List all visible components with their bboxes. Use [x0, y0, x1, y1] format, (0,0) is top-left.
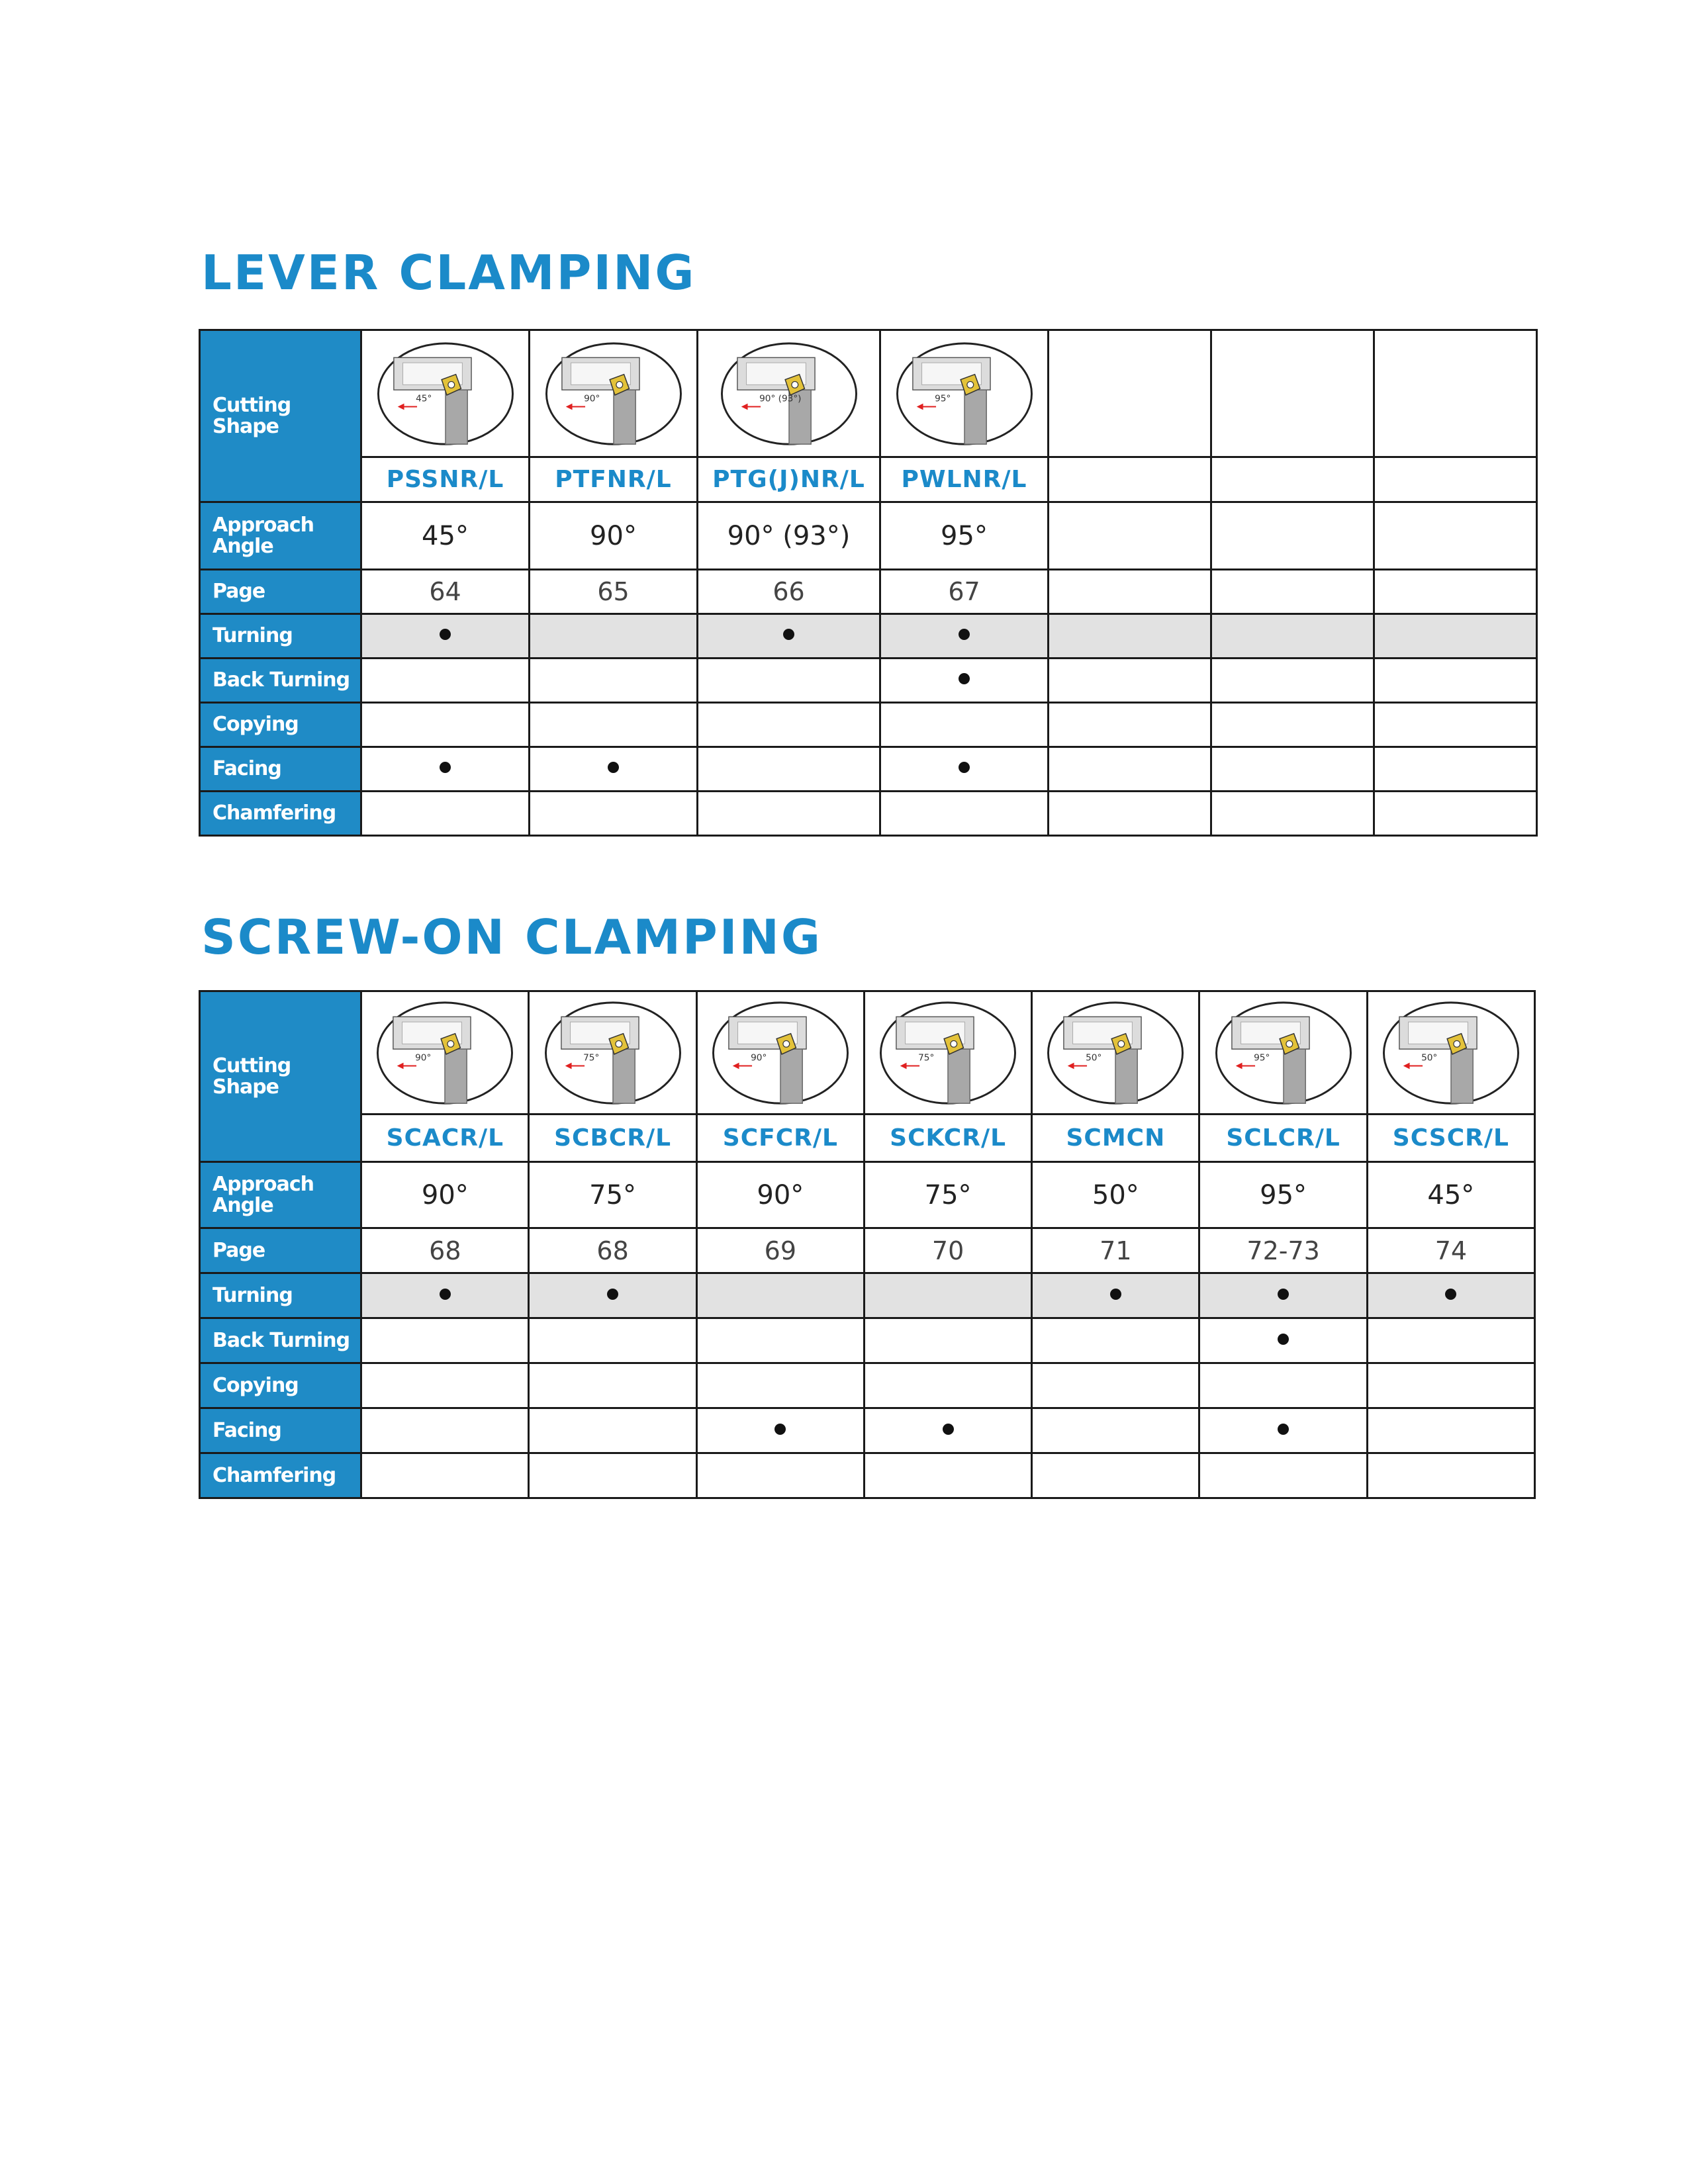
- approach-angle-value: 45°: [1367, 1162, 1534, 1228]
- diagram-row: [200, 330, 1537, 457]
- feature-cell: [1367, 1453, 1534, 1498]
- approach-angle-value: 90° (93°): [698, 502, 880, 570]
- back-turning-label: Back Turning: [200, 1318, 361, 1363]
- approach-angle-value: 90°: [361, 1162, 529, 1228]
- feature-cell: [530, 747, 698, 792]
- approach-angle-value: [1211, 502, 1374, 570]
- feature-cell: [698, 659, 880, 703]
- feature-cell: [1032, 1363, 1199, 1408]
- facing-label: Facing: [200, 1408, 361, 1453]
- feature-cell: [696, 1408, 864, 1453]
- approach-angle-value: 95°: [880, 502, 1049, 570]
- copying-label: Copying: [200, 703, 361, 747]
- feature-cell: [530, 792, 698, 836]
- applicable-dot-icon: [1278, 1334, 1289, 1345]
- feature-cell: [1199, 1408, 1367, 1453]
- back-turning-row: [200, 659, 1537, 703]
- feature-cell: [1211, 703, 1374, 747]
- feature-cell: [698, 747, 880, 792]
- feature-cell: [1049, 614, 1211, 659]
- approach-angle-row: [200, 502, 1537, 570]
- feature-cell: [361, 1408, 529, 1453]
- page-value: [1374, 570, 1537, 614]
- feature-cell: [1211, 792, 1374, 836]
- screw-clamping-table: [199, 990, 1536, 1499]
- diagram-cell: [1049, 330, 1211, 457]
- page-value: 71: [1032, 1228, 1199, 1273]
- diagram-cell: [698, 330, 880, 457]
- copying-row: [200, 1363, 1535, 1408]
- feature-cell: [1367, 1318, 1534, 1363]
- feature-cell: [696, 1318, 864, 1363]
- feature-cell: [1367, 1408, 1534, 1453]
- page-value: 69: [696, 1228, 864, 1273]
- diagram-cell: [880, 330, 1049, 457]
- feature-cell: [864, 1273, 1031, 1318]
- feature-cell: [361, 1318, 529, 1363]
- feature-cell: [698, 614, 880, 659]
- feature-cell: [529, 1273, 696, 1318]
- applicable-dot-icon: [959, 629, 970, 640]
- feature-cell: [361, 1273, 529, 1318]
- feature-cell: [529, 1453, 696, 1498]
- feature-cell: [530, 659, 698, 703]
- screw-section-title: SCREW-ON CLAMPING: [201, 909, 822, 965]
- applicable-dot-icon: [440, 629, 451, 640]
- tool-holder-diagram-icon: [374, 340, 517, 448]
- feature-cell: [1211, 747, 1374, 792]
- diagram-cell: [1367, 991, 1534, 1115]
- diagram-cell: [529, 991, 696, 1115]
- page-value: 68: [361, 1228, 529, 1273]
- tool-code: [1049, 457, 1211, 502]
- tool-code: SCSCR/L: [1367, 1115, 1534, 1162]
- feature-cell: [1032, 1408, 1199, 1453]
- approach-angle-row: [200, 1162, 1535, 1228]
- angle-label: 95°: [934, 393, 951, 404]
- angle-label: 45°: [415, 393, 432, 404]
- angle-label: 90° (93°): [759, 393, 802, 404]
- feature-cell: [1032, 1453, 1199, 1498]
- feature-cell: [361, 792, 530, 836]
- facing-label: Facing: [200, 747, 361, 792]
- feature-cell: [880, 614, 1049, 659]
- code-row: [200, 1115, 1535, 1162]
- cutting-shape-label: Cutting Shape: [200, 330, 361, 502]
- tool-holder-diagram-icon: [1212, 999, 1355, 1107]
- applicable-dot-icon: [774, 1424, 786, 1435]
- approach-angle-value: 45°: [361, 502, 530, 570]
- lever-clamping-table: [199, 329, 1538, 837]
- feature-cell: [1049, 659, 1211, 703]
- feature-cell: [361, 703, 530, 747]
- tool-code: PTFNR/L: [530, 457, 698, 502]
- feature-cell: [864, 1453, 1031, 1498]
- feature-cell: [1032, 1318, 1199, 1363]
- applicable-dot-icon: [607, 1289, 618, 1300]
- feature-cell: [880, 659, 1049, 703]
- approach-angle-value: 95°: [1199, 1162, 1367, 1228]
- feature-cell: [1374, 792, 1537, 836]
- angle-label: 50°: [1086, 1052, 1102, 1064]
- copying-label: Copying: [200, 1363, 361, 1408]
- applicable-dot-icon: [783, 629, 794, 640]
- feature-cell: [864, 1318, 1031, 1363]
- diagram-cell: [530, 330, 698, 457]
- feature-cell: [361, 1453, 529, 1498]
- feature-cell: [1049, 792, 1211, 836]
- tool-holder-diagram-icon: [541, 999, 684, 1107]
- page-row: [200, 570, 1537, 614]
- feature-cell: [1211, 614, 1374, 659]
- tool-code: SCFCR/L: [696, 1115, 864, 1162]
- applicable-dot-icon: [1278, 1289, 1289, 1300]
- feature-cell: [864, 1408, 1031, 1453]
- approach-angle-value: 50°: [1032, 1162, 1199, 1228]
- angle-label: 50°: [1421, 1052, 1438, 1064]
- tool-holder-diagram-icon: [1044, 999, 1187, 1107]
- page-value: 68: [529, 1228, 696, 1273]
- page-value: 72-73: [1199, 1228, 1367, 1273]
- applicable-dot-icon: [959, 673, 970, 684]
- angle-label: 90°: [415, 1052, 432, 1064]
- feature-cell: [529, 1363, 696, 1408]
- applicable-dot-icon: [959, 762, 970, 773]
- tool-code: SCLCR/L: [1199, 1115, 1367, 1162]
- tool-code: PWLNR/L: [880, 457, 1049, 502]
- page-value: 67: [880, 570, 1049, 614]
- chamfering-label: Chamfering: [200, 792, 361, 836]
- approach-angle-value: 75°: [864, 1162, 1031, 1228]
- feature-cell: [698, 792, 880, 836]
- tool-code: SCMCN: [1032, 1115, 1199, 1162]
- chamfering-row: [200, 792, 1537, 836]
- copying-row: [200, 703, 1537, 747]
- applicable-dot-icon: [1110, 1289, 1121, 1300]
- feature-cell: [361, 747, 530, 792]
- feature-cell: [1199, 1318, 1367, 1363]
- feature-cell: [1049, 703, 1211, 747]
- feature-cell: [530, 703, 698, 747]
- angle-label: 75°: [583, 1052, 599, 1064]
- tool-holder-diagram-icon: [373, 999, 516, 1107]
- cutting-shape-label: Cutting Shape: [200, 991, 361, 1162]
- tool-holder-diagram-icon: [876, 999, 1019, 1107]
- diagram-cell: [696, 991, 864, 1115]
- feature-cell: [1374, 659, 1537, 703]
- back-turning-row: [200, 1318, 1535, 1363]
- tool-holder-diagram-icon: [718, 340, 861, 448]
- diagram-cell: [864, 991, 1031, 1115]
- page-value: 70: [864, 1228, 1031, 1273]
- page-label: Page: [200, 1228, 361, 1273]
- applicable-dot-icon: [1445, 1289, 1456, 1300]
- tool-code: PTG(J)NR/L: [698, 457, 880, 502]
- turning-row: [200, 614, 1537, 659]
- feature-cell: [1032, 1273, 1199, 1318]
- code-row: [200, 457, 1537, 502]
- turning-label: Turning: [200, 614, 361, 659]
- feature-cell: [880, 747, 1049, 792]
- feature-cell: [1374, 614, 1537, 659]
- diagram-cell: [1032, 991, 1199, 1115]
- angle-label: 95°: [1253, 1052, 1270, 1064]
- feature-cell: [529, 1408, 696, 1453]
- feature-cell: [1049, 747, 1211, 792]
- page-value: 74: [1367, 1228, 1534, 1273]
- diagram-cell: [1199, 991, 1367, 1115]
- diagram-cell: [1211, 330, 1374, 457]
- applicable-dot-icon: [440, 762, 451, 773]
- angle-label: 75°: [918, 1052, 935, 1064]
- feature-cell: [880, 792, 1049, 836]
- tool-holder-diagram-icon: [893, 340, 1036, 448]
- feature-cell: [1199, 1453, 1367, 1498]
- feature-cell: [361, 1363, 529, 1408]
- approach-angle-value: [1374, 502, 1537, 570]
- back-turning-label: Back Turning: [200, 659, 361, 703]
- approach-angle-value: 90°: [530, 502, 698, 570]
- tool-code: SCACR/L: [361, 1115, 529, 1162]
- applicable-dot-icon: [440, 1289, 451, 1300]
- tool-code: SCBCR/L: [529, 1115, 696, 1162]
- feature-cell: [1199, 1363, 1367, 1408]
- page-row: [200, 1228, 1535, 1273]
- feature-cell: [361, 659, 530, 703]
- page-value: [1049, 570, 1211, 614]
- chamfering-label: Chamfering: [200, 1453, 361, 1498]
- tool-holder-diagram-icon: [709, 999, 852, 1107]
- applicable-dot-icon: [608, 762, 619, 773]
- page-value: 65: [530, 570, 698, 614]
- approach-angle-label: Approach Angle: [200, 1162, 361, 1228]
- page-value: 66: [698, 570, 880, 614]
- approach-angle-value: [1049, 502, 1211, 570]
- feature-cell: [1367, 1363, 1534, 1408]
- tool-code: [1211, 457, 1374, 502]
- tool-code: [1374, 457, 1537, 502]
- chamfering-row: [200, 1453, 1535, 1498]
- tool-holder-diagram-icon: [542, 340, 685, 448]
- tool-holder-diagram-icon: [1380, 999, 1523, 1107]
- turning-label: Turning: [200, 1273, 361, 1318]
- lever-section-title: LEVER CLAMPING: [201, 245, 696, 300]
- feature-cell: [696, 1273, 864, 1318]
- turning-row: [200, 1273, 1535, 1318]
- page-value: [1211, 570, 1374, 614]
- applicable-dot-icon: [1278, 1424, 1289, 1435]
- feature-cell: [880, 703, 1049, 747]
- angle-label: 90°: [750, 1052, 767, 1064]
- feature-cell: [530, 614, 698, 659]
- diagram-cell: [361, 991, 529, 1115]
- feature-cell: [361, 614, 530, 659]
- approach-angle-value: 90°: [696, 1162, 864, 1228]
- applicable-dot-icon: [943, 1424, 954, 1435]
- feature-cell: [1374, 747, 1537, 792]
- feature-cell: [696, 1453, 864, 1498]
- page-value: 64: [361, 570, 530, 614]
- diagram-cell: [1374, 330, 1537, 457]
- feature-cell: [1211, 659, 1374, 703]
- feature-cell: [696, 1363, 864, 1408]
- diagram-row: [200, 991, 1535, 1115]
- feature-cell: [864, 1363, 1031, 1408]
- tool-code: SCKCR/L: [864, 1115, 1031, 1162]
- feature-cell: [1199, 1273, 1367, 1318]
- tool-code: PSSNR/L: [361, 457, 530, 502]
- diagram-cell: [361, 330, 530, 457]
- feature-cell: [698, 703, 880, 747]
- angle-label: 90°: [583, 393, 600, 404]
- page-label: Page: [200, 570, 361, 614]
- facing-row: [200, 1408, 1535, 1453]
- approach-angle-value: 75°: [529, 1162, 696, 1228]
- feature-cell: [1374, 703, 1537, 747]
- feature-cell: [529, 1318, 696, 1363]
- approach-angle-label: Approach Angle: [200, 502, 361, 570]
- feature-cell: [1367, 1273, 1534, 1318]
- facing-row: [200, 747, 1537, 792]
